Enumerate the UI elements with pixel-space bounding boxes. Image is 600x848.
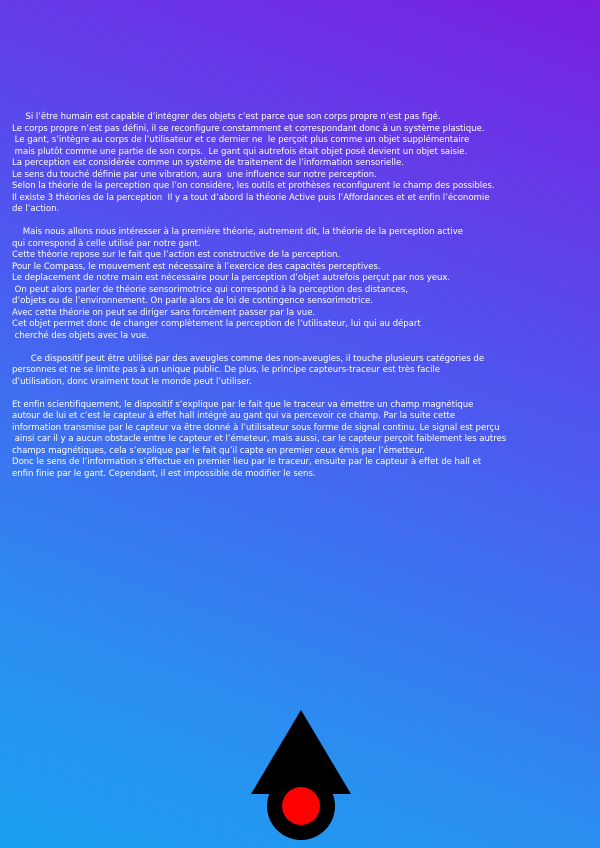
text-line: Il existe 3 théories de la perception Il y a tout d’abord la théorie Active puis l’Affordances et et enfin l’économie [12,192,490,203]
text-line: Selon la théorie de la perception que l’on considère, les outils et prothèses reconfigurent le champ des possibles. [12,181,495,191]
text-line: ainsi car il y a aucun obstacle entre le capteur et l’émeteur, mais aussi, car le capteur perçoit faiblement les autres [12,434,507,444]
text-line: Mais nous allons nous intéresser à la première théorie, autrement dit, la théorie de la perception active [12,227,463,237]
text-line: information transmise par le capteur va être donné à l’utilisateur sous forme de signal continu. Le signal est perçu [12,422,500,433]
text-line: Le corps propre n’est pas défini, il se reconfigure constamment et correspondant donc à un système plastique. [12,123,485,134]
text-line: Si l’être humain est capable d’intégrer des objets c’est parce que son corps propre n’est pas figé. [12,112,441,122]
text-line: On peut alors parler de théorie sensorimotrice qui correspond à la perception des distances, [12,284,409,295]
text-line: personnes et ne se limite pas à un unique public. De plus, le principe capteurs-traceur est très facile [12,365,440,375]
text-line: d’objets ou de l’environnement. On parle alors de loi de contingence sensorimotrice. [12,296,373,306]
text-line: Et enfin scientifiquement, le dispositif s’explique par le fait que le traceur va émettre un champ magnétique [12,399,474,410]
text-line: Le gant, s’intègre au corps de l’utilisateur et ce dernier ne le perçoit plus comme un objet supplémentaire [12,135,470,145]
text-line: autour de lui et c’est le capteur à effet hall intégré au gant qui va percevoir ce champ. Par la suite cette [12,411,456,421]
paragraph-3 [12,354,594,389]
text-line: Cette théorie repose sur le fait que l’action est constructive de la perception. [12,250,341,260]
text-line: Pour le Compass, le mouvement est nécessaire à l’exercice des capacités perceptives. [12,261,381,272]
text-line: Ce dispositif peut être utilisé par des aveugles comme des non-aveugles, il touche plusieurs catégories de [12,353,485,364]
text-line: de l’action. [12,204,60,214]
text-line: Le sens du touché définie par une vibration, aura une influence sur notre perception. [12,169,377,180]
document-body [12,112,594,492]
text-line: cherché des objets avec la vue. [12,330,150,341]
text-line: enfin finie par le gant. Cependant, il est impossible de modifier le sens. [12,468,316,479]
text-line: Avec cette théorie on peut se diriger sans forcément passer par la vue. [12,307,316,318]
paragraph-2 [12,227,594,342]
text-line: La perception est considérée comme un système de traitement de l’information sensorielle. [12,158,404,168]
text-line: Cet objet permet donc de changer complètement la perception de l’utilisateur, lui qui au départ [12,319,421,329]
text-line: d’utilisation, donc vraiment tout le monde peut l’utiliser. [12,376,252,387]
paragraph-1 [12,112,594,216]
text-line: champs magnétiques, cela s’explique par le fait qu’il capte en premier ceux émis par l’émetteur. [12,445,425,456]
compass-logo-icon [249,708,353,848]
text-line: mais plutôt comme une partie de son corps. Le gant qui autrefois était objet posé devient un objet saisie. [12,146,468,157]
text-line: Le deplacement de notre main est nécessaire pour la perception d’objet autrefois perçut par nos yeux. [12,273,451,283]
logo-dot [282,787,320,825]
text-line: Donc le sens de l’information s’éffectue en premier lieu par le traceur, ensuite par le capteur à effet de hall et [12,457,482,467]
text-line: qui correspond à celle utilisé par notre gant. [12,238,201,249]
paragraph-4 [12,400,594,481]
